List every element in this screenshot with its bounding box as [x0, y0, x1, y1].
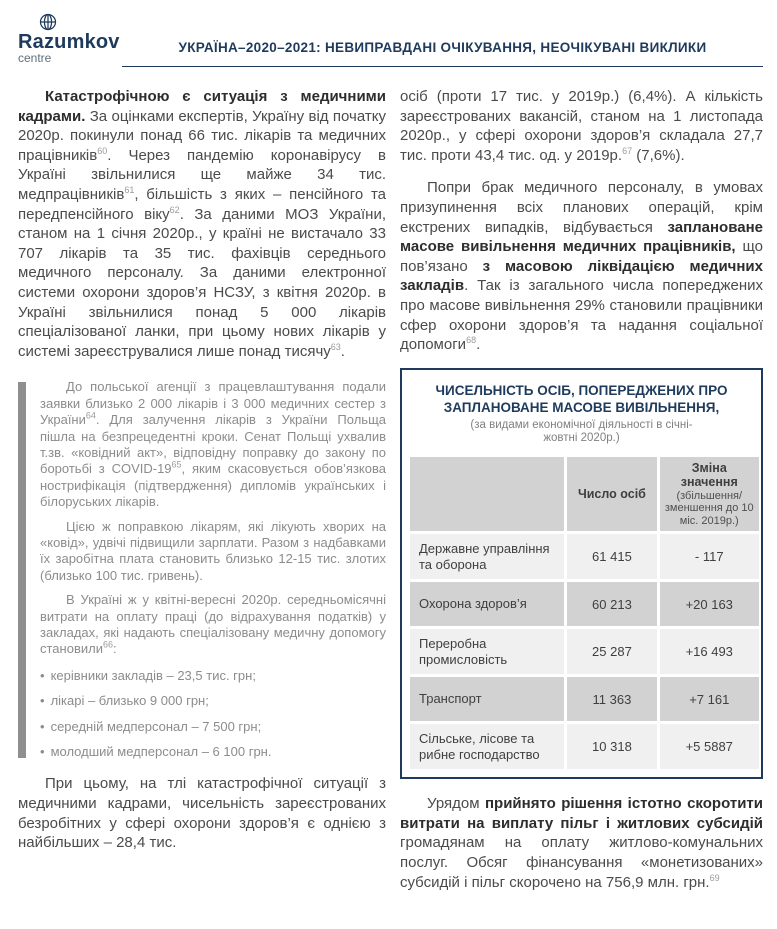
- quote-block: [18, 379, 386, 760]
- row-change: - 117: [660, 534, 759, 579]
- quote-paragraph-poland: До польської агенції з працевлаштування подали заявки близько 2 000 лікарів і 3 000 медичних сестер з України$^{64}$. Для залучення лікарів з України Польща пішла на безпрецедентні кроки. Сенат Польщі ухвалив т.зв. «ковідний акт», відповідну поправку до закону по боротьбі з COVID-$19^{65}$, яким скасовується обов’язкова нострифікація (підтвердження) дипломів українських і білоруських лікарів.: [40, 379, 386, 510]
- bullet-item: [40, 693, 386, 709]
- left-column: [18, 87, 386, 905]
- quote-paragraph-salaries: Цією ж поправкою лікарям, які лікують хворих на «ковід», удвічі підвищили зарплати. Разом з надбавками їх заробітна плата становить близько 12-15 тис. злотих (близько 100 тис. гривень).: [40, 518, 386, 583]
- row-label: Сільське, лісове та рибне господарство: [410, 724, 564, 769]
- paragraph-medical-staff: Катастрофічною є ситуація з медичними кадрами. За оцінками експертів, Україну від початку 2020р. покинули понад 66 тис. лікарів та медичних працівників$^{60}$. Через пандемію коронавірусу в Україні звільнилися ще майже 34 тис. медпрацівників$^{61}$, більшість з яких – пенсійного та передпенсійного віку$^{62}$. За даними МОЗ України, станом на 1 січня 2020р., у країні не вистачало 33 707 лікарів та 35 тис. фахівців середнього медичного персоналу. За даними електронної системи охорони здоров’я НСЗУ, з квітня 2020р. в Україні звільнилися понад 5 000 лікарів спеціалізованої ланки, при цьому нових лікарів у системі зареєструвалися лише понад тисячу$^{63}$.: [18, 88, 386, 360]
- header-change-label: Зміна значення: [680, 460, 738, 489]
- table-card: [400, 368, 763, 780]
- row-people: 11 363: [567, 677, 656, 721]
- table-subtitle: (за видами економічної діяльності в січні-жовтні 2020р.): [470, 418, 693, 445]
- bullet-item: [40, 668, 386, 684]
- header-change-note: (збільшення/ зменшення до 10 міс. 2019р.): [664, 489, 754, 527]
- row-change: +20 163: [660, 582, 759, 626]
- quote-paragraph-ukraine-pay: В Україні ж у квітні-вересні 2020р. середньомісячні витрати на оплату праці (до відрахування податків) у закладах, які надають спеціалізовану медичну допомогу становили$^{66}$:: [40, 592, 386, 657]
- header-people-label: Число осіб: [577, 486, 646, 501]
- table-corner-cell: [410, 457, 564, 532]
- quote-bar: [18, 382, 26, 758]
- row-change: +16 493: [660, 629, 759, 674]
- header-rule: [122, 39, 763, 67]
- right-column: [400, 87, 763, 905]
- table-title: ЧИСЕЛЬНІСТЬ ОСІБ, ПОПЕРЕДЖЕНИХ ПРО ЗАПЛАНОВАНЕ МАСОВЕ ВИВІЛЬНЕННЯ,: [435, 382, 728, 415]
- row-people: 10 318: [567, 724, 656, 769]
- page-header: [18, 12, 763, 67]
- globe-icon: [38, 12, 58, 32]
- bullet-icon: •: [40, 718, 45, 734]
- logo-name: Razumkov: [18, 31, 120, 53]
- paragraph-unemployed: При цьому, на тлі катастрофічної ситуації з медичними кадрами, чисельність зареєстрованих безробітних у сфері охорони здоров’я є однією з найбільших – 28,4 тис.: [18, 775, 386, 852]
- bullet-text: керівники закладів – 23,5 тис. грн;: [50, 667, 256, 683]
- bullet-item: [40, 744, 386, 760]
- row-people: 60 213: [567, 582, 656, 626]
- table-header-people: [567, 457, 656, 532]
- page-title: УКРАЇНА–2020–2021: НЕВИПРАВДАНІ ОЧІКУВАННЯ, НЕОЧІКУВАНІ ВИКЛИКИ: [178, 40, 707, 55]
- row-label: Переробна промисловість: [410, 629, 564, 674]
- row-people: 25 287: [567, 629, 656, 674]
- paragraph-vacancies: осіб (проти 17 тис. у 2019р.) (6,4%). А кількість зареєстрованих вакансій, станом на 1 листопада 2020р., у сфері охорони здоров’я складала 27,7 тис. проти 43,4 тис. од. у 2019р.$^{67}$ (7,6%).: [400, 88, 763, 164]
- table-grid: [410, 457, 753, 770]
- row-label: Транспорт: [410, 677, 564, 721]
- row-label: Охорона здоров’я: [410, 582, 564, 626]
- table-header-change: [660, 457, 759, 532]
- bullet-item: [40, 719, 386, 735]
- bullet-icon: •: [40, 667, 45, 683]
- paragraph-subsidies: Урядом прийнято рішення істотно скоротити витрати на виплату пільг і житлових субсидій громадянам на оплату житлово-комунальних послуг. Обсяг фінансування «монетизованих» субсидій і пільг скорочено на 756,9 млн. грн.$^{69}$: [400, 795, 763, 891]
- content-columns: [18, 87, 763, 905]
- logo-sub: centre: [18, 51, 52, 65]
- bullet-icon: •: [40, 744, 45, 760]
- bullet-list: [40, 668, 386, 761]
- row-label: Державне управління та оборона: [410, 534, 564, 579]
- bullet-text: середній медперсонал – 7 500 грн;: [50, 718, 262, 734]
- paragraph-mass-layoffs: Попри брак медичного персоналу, в умовах призупинення всіх планових операцій, крім екстрених випадків, відбувається заплановане масове вивільнення медичних працівників, що пов’язано з масовою ліквідацією медичних закладів. Так із загального числа попереджених про масове вивільнення 29% становили працівники сфер охорони здоров’я та надання соціальної допомоги$^{68}$.: [400, 179, 763, 354]
- row-change: +7 161: [660, 677, 759, 721]
- bullet-icon: •: [40, 693, 45, 709]
- bullet-text: молодший медперсонал – 6 100 грн.: [50, 744, 272, 760]
- row-change: +5 5887: [660, 724, 759, 769]
- razumkov-logo: [18, 12, 122, 67]
- bullet-text: лікарі – близько 9 000 грн;: [50, 693, 209, 709]
- row-people: 61 415: [567, 534, 656, 579]
